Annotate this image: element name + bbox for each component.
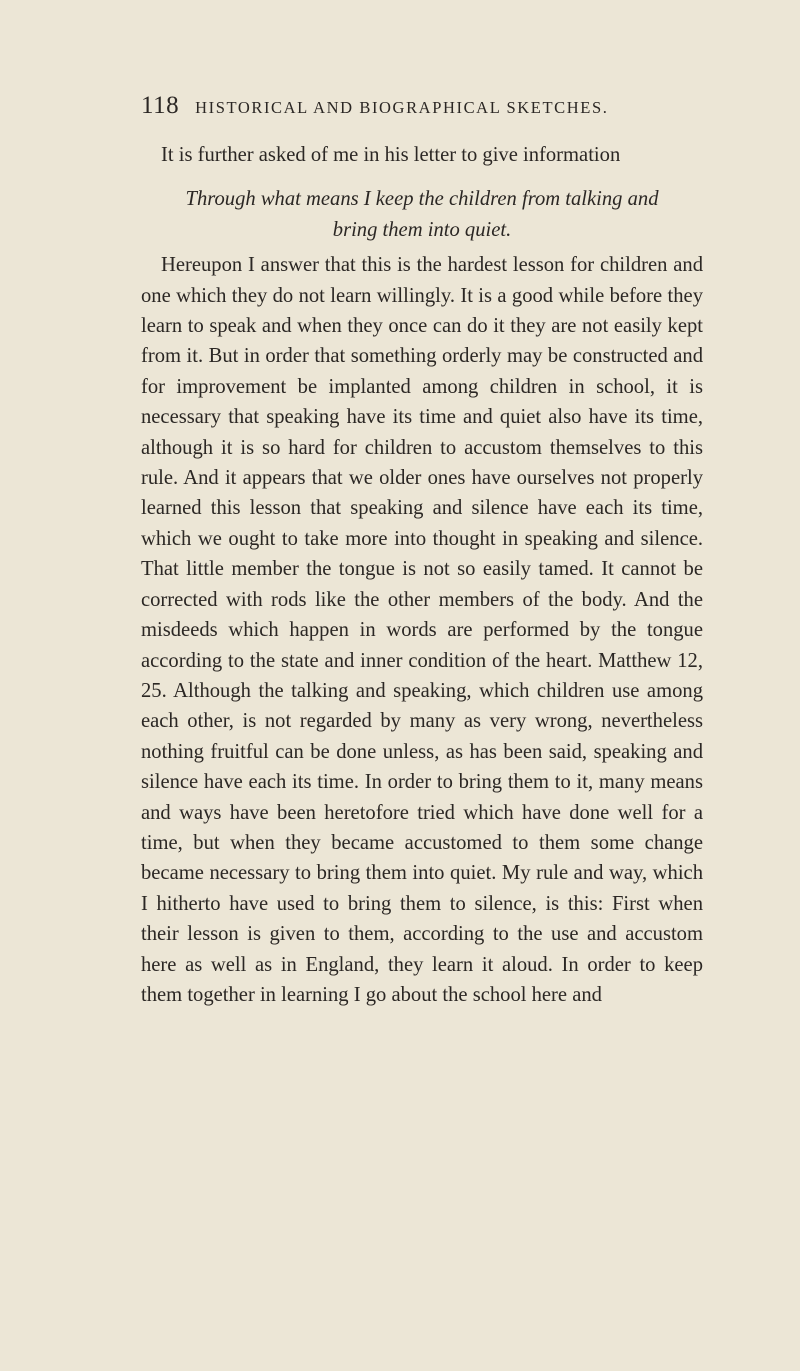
intro-paragraph: It is further asked of me in his letter to give information bbox=[161, 144, 621, 166]
answer-paragraph: Hereupon I answer that this is the hardest lesson for children and one which they do not learn willingly. It is a good while before they learn to speak and when they once can do it they are not easily kept from it. But in order that something orderly may be constructed and for improvement be implanted among children in school, it is necessary that speaking have its time and quiet also have its time, although it is so hard for children to accustom themselves to this rule. And it appears that we older ones have ourselves not properly learned this lesson that speaking and silence have each its time, which we ought to take more into thought in speaking and silence. That little member the tongue is not so easily tamed. It cannot be corrected with rods like the other members of the body. And the misdeeds which happen in words are performed by the tongue according to the state and inner condition of the heart. Matthew 12, 25. Although the talking and speaking, which children use among each other, is not regarded by many as very wrong, nevertheless nothing fruitful can be done unless, as has been said, speaking and silence have each its time. In order to bring them to it, many means and ways have been heretofore tried which have done well for a time, but when they became accustomed to them some change became necessary to bring them into quiet. My rule and way, which I hitherto have used to bring them to silence, is this: First when their lesson is given to them, according to the use and accustom here as well as in England, they learn it aloud. In order to keep them together in learning I go about the school here and bbox=[141, 254, 703, 1006]
running-head bbox=[141, 92, 701, 126]
page-number: 118 bbox=[141, 92, 180, 119]
question-heading: Through what means I keep the children from talking and bring them into quiet. bbox=[185, 188, 659, 241]
body-text bbox=[141, 140, 703, 1010]
running-title: HISTORICAL AND BIOGRAPHICAL SKETCHES. bbox=[195, 98, 609, 117]
